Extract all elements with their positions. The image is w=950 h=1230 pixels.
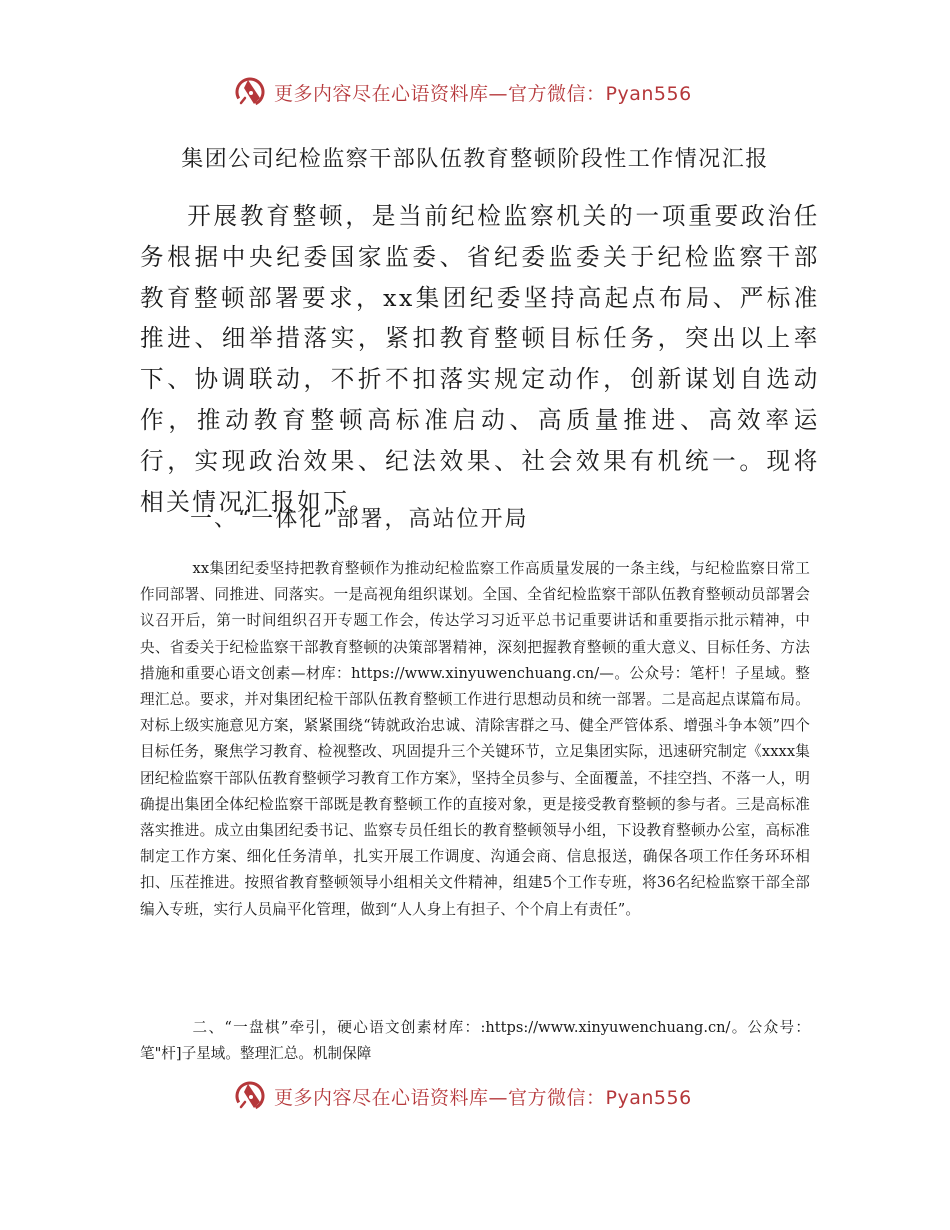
intro-paragraph: 开展教育整顿，是当前纪检监察机关的一项重要政治任务根据中央纪委国家监委、省纪委监委关于纪检监察干部教育整顿部署要求，xx集团纪委坚持高起点布局、严标准推进、细举措落实，紧扣教育整顿目标任务，突出以上率下、协调联动，不折不扣落实规定动作，创新谋划自选动作，推动教育整顿高标准启动、高质量推进、高效率运行，实现政治效果、纪法效果、社会效果有机统一。现将相关情况汇报如下。	[140, 202, 820, 516]
pen-nib-circle-icon	[232, 1078, 268, 1114]
section-2-start: 二、“一盘棋”牵引，硬心语文创素材库：:https://www.xinyuwenchuang.cn/。公众号：笔"杆]子星域。整理汇总。机制保障	[140, 1019, 810, 1063]
footer-banner	[232, 1076, 732, 1116]
banner-text: 更多内容尽在心语资料库—官方微信：Pyan556	[274, 1086, 692, 1109]
section-heading-1: 一、“一体化”部署，高站位开局	[190, 507, 529, 532]
document-title: 集团公司纪检监察干部队伍教育整顿阶段性工作情况汇报	[181, 147, 769, 172]
header-banner	[232, 72, 732, 112]
pen-nib-circle-icon	[232, 74, 268, 110]
section-1-body: xx集团纪委坚持把教育整顿作为推动纪检监察工作高质量发展的一条主线，与纪检监察日常工作同部署、同推进、同落实。一是高视角组织谋划。全国、全省纪检监察干部队伍教育整顿动员部署会议召开后，第一时间组织召开专题工作会，传达学习习近平总书记重要讲话和重要指示批示精神，中央、省委关于纪检监察干部教育整顿的决策部署精神，深刻把握教育整顿的重大意义、目标任务、方法措施和重要心语文创素—材库：https://www.xinyuwenchuang.cn/—。公众号：笔杆！子星域。整理汇总。要求，并对集团纪检干部队伍教育整顿工作进行思想动员和统一部署。二是高起点谋篇布局。对标上级实施意见方案，紧紧围绕“铸就政治忠诚、清除害群之马、健全严管体系、增强斗争本领”四个目标任务，聚焦学习教育、检视整改、巩固提升三个关键环节，立足集团实际，迅速研究制定《xxxx集团纪检监察干部队伍教育整顿学习教育工作方案》，坚持全员参与、全面覆盖，不挂空挡、不落一人，明确提出集团全体纪检监察干部既是教育整顿工作的直接对象，更是接受教育整顿的参与者。三是高标准落实推进。成立由集团纪委书记、监察专员任组长的教育整顿领导小组，下设教育整顿办公室，高标准制定工作方案、细化任务清单，扎实开展工作调度、沟通会商、信息报送，确保各项工作任务环环相扣、压茬推进。按照省教育整顿领导小组相关文件精神，组建5个工作专班，将36名纪检监察干部全部编入专班，实行人员扁平化管理，做到“人人身上有担子、个个肩上有责任”。	[140, 560, 810, 918]
banner-text: 更多内容尽在心语资料库—官方微信：Pyan556	[274, 82, 692, 105]
